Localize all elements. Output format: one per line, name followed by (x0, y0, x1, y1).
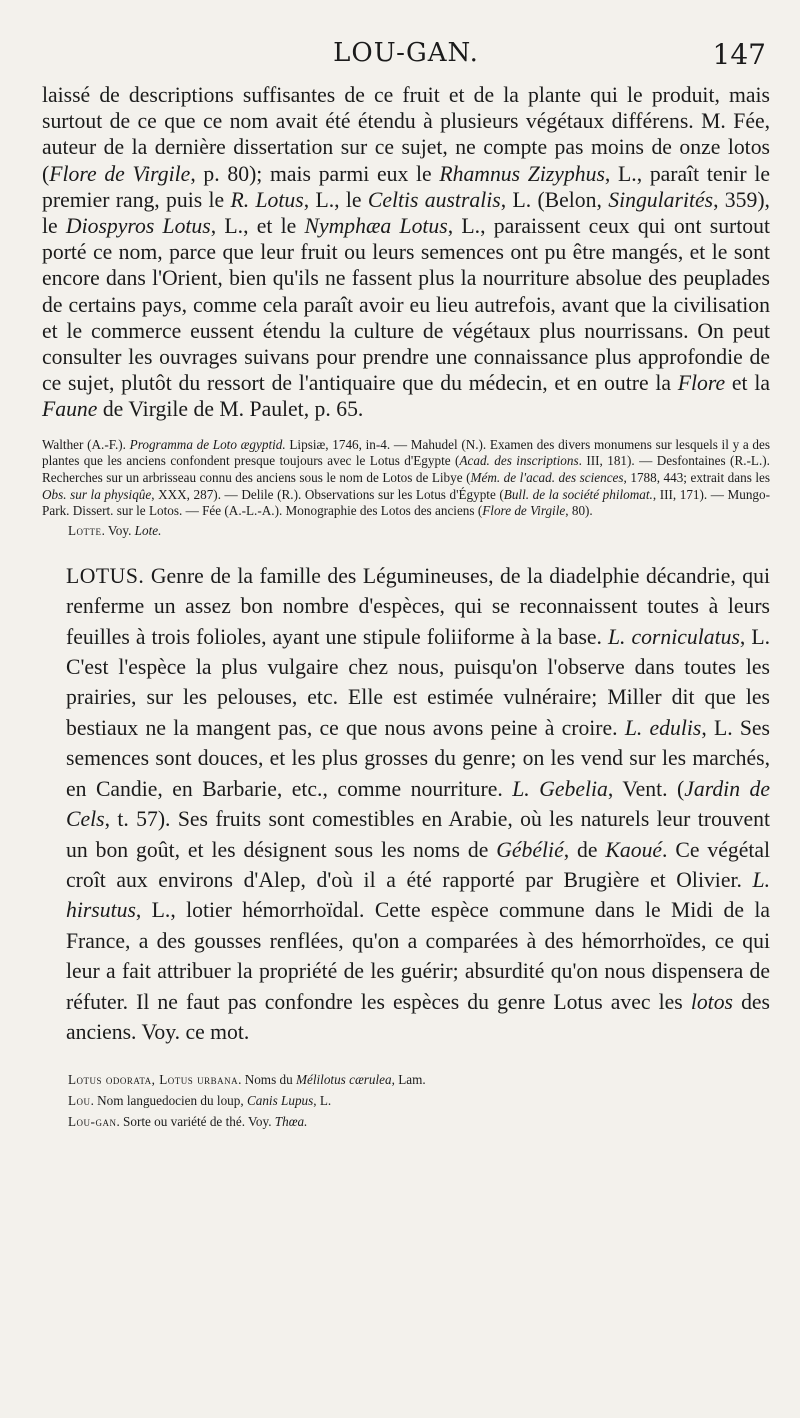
text-run: , XXX, 287). — Delile (R.). Observations sur les Lotus d'Égypte ( (151, 486, 504, 502)
text-run: , de (563, 837, 606, 862)
running-head (42, 38, 770, 82)
cross-reference-target: Thœa. (274, 1114, 308, 1130)
text-run: , III, 171). — Mungo-Park. Dissert. sur le Lotos. — Fée (A.-L.-A.). Monographie des Lotos des anciens ( (42, 486, 771, 519)
species-name: R. Lotus (230, 187, 304, 212)
bibliography-note (42, 437, 770, 521)
cross-reference-target: Lote. (134, 523, 162, 539)
text-run: , L. (Belon, (500, 187, 609, 212)
text-run: , 80). (565, 503, 593, 519)
text-run: , 1788, 443; extrait dans les (623, 470, 770, 486)
text-run: , t. 57). Ses fruits sont comestibles en Arabie, où les naturels leur trouvent un bon goût, et les désignent sous les noms de (66, 807, 770, 862)
entry-headword: LOTUS. (66, 563, 145, 588)
text-run: , Lam. (391, 1072, 426, 1088)
text-run: , L. C'est l'espèce la plus vulgaire chez nous, puisqu'on l'observe dans toutes les prairies, sur les pelouses, etc. Elle est estimée vulnéraire; Miller dit que les bestiaux ne la mangent pas, ce que nous avons peine à croire. (66, 624, 770, 740)
text-run: . Voy. (101, 523, 135, 539)
text-run: , L., paraît tenir le premier rang, puis le (42, 161, 771, 212)
text-run: . Ce végétal croît aux environs d'Alep, d'où il a été rapporté par Brugière et Olivier. (66, 837, 770, 892)
text-run: Genre de la famille des Légumineuses, de la diadelphie décandrie, qui renferme un assez bon nombre d'espèces, qui se reconnaissent toutes à leurs feuilles à trois folioles, ayant une stipule foliiforme à la base. (66, 563, 770, 649)
text-run: . Sorte ou variété de thé. Voy. (116, 1114, 275, 1130)
vernacular-name: Kaoué (605, 837, 663, 862)
cross-reference-lotte (68, 522, 770, 539)
vernacular-name: Gébélié (496, 837, 564, 862)
species-name: Rhamnus Zizyphus (439, 161, 605, 186)
text-run: , L., et le (210, 214, 305, 239)
work-title: Bull. de la société philomat. (503, 486, 653, 502)
text-run: , L., le (303, 187, 368, 212)
text-run: , L., paraissent ceux qui ont surtout porté ce nom, parce que leur fruit ou leurs semences ont pu être mangés, et le sont encore dans l'Orient, bien qu'ils ne fassent plus la nourriture absolue des peuplades de certains pays, comme cela paraît avoir eu lieu autrefois, avant que la civilisation et le commerce eussent étendu la culture de végétaux plus nourrissans. On peut consulter les ouvrages suivans pour prendre une connaissance plus approfondie de ce sujet, plutôt du ressort de l'antiquaire que du médecin, et en outre la (42, 214, 771, 396)
note-lou (68, 1090, 770, 1111)
work-title: Faune (42, 397, 98, 422)
entry-term: Lou-gan (68, 1114, 117, 1130)
text-run: . Noms du (238, 1072, 296, 1088)
text-run: de Virgile de M. Paulet, p. 65. (97, 397, 364, 422)
text-run: , Vent. ( (607, 776, 685, 801)
lotus-entry (42, 561, 770, 1048)
entry-term: Lou (68, 1093, 91, 1109)
species-name: L. Gebelia (512, 776, 608, 801)
work-title: Obs. sur la physiqûe (42, 486, 152, 502)
text-run: . III, 181). — Desfontaines (R.-L.). Recherches sur un arbrisseau connu des anciens sous le nom de Lotos de Libye ( (42, 453, 770, 486)
species-name: Canis Lupus (246, 1093, 314, 1109)
work-title: Flore de Virgile (49, 161, 191, 186)
running-title: LOU-GAN. (333, 38, 479, 68)
page-number: 147 (712, 38, 766, 71)
final-notes (68, 1069, 770, 1132)
text-run: , 359), le (42, 187, 770, 239)
species-name: Celtis australis (367, 187, 501, 212)
work-title: Programma de Loto ægyptid. (129, 436, 286, 452)
note-lotus-odorata (68, 1069, 770, 1090)
entry-term: Lotte (68, 523, 102, 539)
text-run: des anciens. Voy. ce mot. (66, 989, 770, 1044)
text-run: , L., lotier hémorrhoïdal. Cette espèce commune dans le Midi de la France, a des gousses renflées, qu'on a comparées à des hémorrhoïdes, ce qui leur a fait attribuer la propriété de les guérir; absurdité qu'on nous dispensera de réfuter. Il ne faut pas confondre les espèces du genre Lotus avec les (66, 898, 770, 1014)
text-run: et la (725, 371, 771, 396)
species-name: L. edulis (624, 715, 702, 740)
work-title: Mém. de l'acad. des sciences (470, 470, 624, 486)
species-name: Nymphæa Lotus (304, 214, 448, 239)
entry-term: Lotus odorata, Lotus urbana (68, 1072, 239, 1088)
note-lou-gan (68, 1111, 770, 1132)
text-run: , L. Ses semences sont douces, et les plus grosses du genre; on les vend sur les marchés, en Candie, en Barbarie, etc., comme nourriture. (66, 715, 770, 801)
work-title: Acad. des inscriptions (459, 453, 579, 469)
continuation-paragraph (42, 82, 770, 423)
text-run: Walther (A.-F.). (42, 436, 130, 452)
text-run: , p. 80); mais parmi eux le (190, 161, 440, 186)
work-title: Flore de Virgile (482, 503, 566, 519)
text-run: laissé de descriptions suffisantes de ce fruit et de la plante qui le produit, mais surtout de ce que ce nom avait été étendu à plusieurs végétaux différens. M. Fée, auteur de la dernière dissertation sur ce sujet, ne compte pas moins de onze lotos ( (42, 83, 770, 186)
text-run: . Nom languedocien du loup, (90, 1093, 247, 1109)
species-name: L. hirsutus (66, 867, 770, 923)
text-run: Lipsiæ, 1746, in-4. — Mahudel (N.). Examen des divers monumens sur lesquels il y a des plantes que les anciens confondent presque toujours avec le Lotus d'Egypte ( (42, 436, 770, 469)
text-run: , L. (313, 1093, 332, 1109)
species-name: L. corniculatus (607, 624, 740, 649)
species-name: Diospyros Lotus (65, 214, 211, 239)
species-name: Mélilotus cærulea (295, 1072, 392, 1088)
term-italic: lotos (690, 989, 733, 1014)
work-title: Singularités (608, 187, 714, 212)
work-title: Flore (677, 371, 726, 396)
work-title: Jardin de Cels (66, 776, 770, 832)
